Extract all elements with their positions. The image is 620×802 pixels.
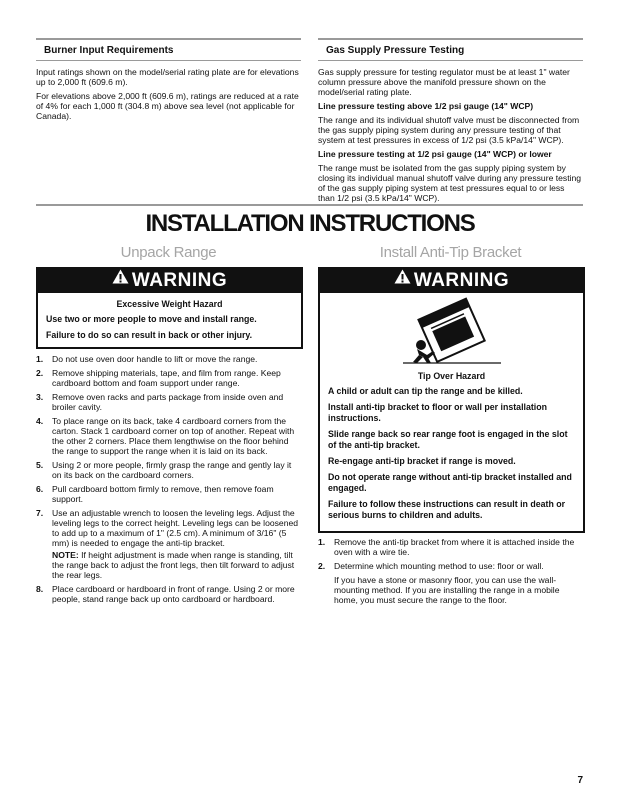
step-number: 2. (36, 368, 44, 378)
gas-paragraph-3: The range must be isolated from the gas supply piping system by closing its individual manual shutoff valve during any pressure testing of the gas supply piping system at test pressures equal to or less than 1/2 psi (3.5 kPa/14" WCP). (318, 163, 582, 203)
step-number: 2. (318, 561, 326, 571)
warning-line: Failure to do so can result in back or other injury. (46, 330, 253, 340)
step-number: 6. (36, 484, 44, 494)
list-item (36, 508, 301, 580)
step-number: 4. (36, 416, 44, 426)
step-text: Remove the anti-tip bracket from where it is attached inside the oven with a wire tie. (334, 537, 575, 557)
gas-paragraph-2: The range and its individual shutoff valve must be disconnected from the gas supply piping system during any pressure testing of that system at test pressures in excess of 1/2 psi (3.5 kPa/14" WCP). (318, 115, 580, 145)
warning-line: Do not operate range without anti-tip bracket installed and engaged. (328, 472, 572, 493)
list-item (36, 392, 301, 412)
gas-paragraph-1: Gas supply pressure for testing regulator must be at least 1" water column pressure above the manifold pressure shown on the model/serial rating plate. (318, 67, 570, 97)
step-text: Use an adjustable wrench to loosen the leveling legs. Adjust the leveling legs to the correct height. Leveling legs can be loosened to add up to a maximum of 1" (2.5 cm). A minimum of 3/16" (5 mm) is needed to engage the anti-tip bracket. (52, 508, 299, 548)
burner-heading: Burner Input Requirements (36, 38, 301, 61)
warning-line: A child or adult can tip the range and be killed. (328, 386, 523, 396)
burner-section (36, 38, 301, 121)
step-text: Determine which mounting method to use: floor or wall. (334, 561, 544, 571)
warning-line: Use two or more people to move and install range. (46, 314, 257, 324)
step-text: Pull cardboard bottom firmly to remove, then remove foam support. (52, 484, 274, 504)
step-text: Remove shipping materials, tape, and film from range. Keep cardboard bottom and foam support under range. (52, 368, 281, 388)
step-text: To place range on its back, take 4 cardboard corners from the carton. Stack 1 cardboard corner on top of another. Repeat with the other 2 corners. Place them lengthwise on the floor behind the range to support the range when it is laid on its back. (52, 416, 295, 456)
unpack-heading: Unpack Range (120, 244, 217, 261)
step-text: Using 2 or more people, firmly grasp the range and gently lay it on its back on the cardboard corners. (52, 460, 292, 480)
antitip-warning-box (318, 267, 585, 533)
step-number: 5. (36, 460, 44, 470)
step-number: 8. (36, 584, 44, 594)
warning-label: WARNING (131, 270, 228, 292)
warning-banner (320, 269, 583, 293)
step-number: 3. (36, 392, 44, 402)
burner-paragraph-2: For elevations above 2,000 ft (609.6 m), ratings are reduced at a rate of 4% for each 1,000 ft (304.8 m) above sea level (not applicable for Canada). (36, 91, 299, 121)
list-item (36, 416, 301, 456)
burner-paragraph-1: Input ratings shown on the model/serial rating plate are for elevations up to 2,000 ft (609.6 m). (36, 67, 299, 87)
note-label: NOTE: (52, 550, 79, 560)
step-number: 1. (318, 537, 326, 547)
note-paragraph (52, 550, 301, 580)
step-detail: If you have a stone or masonry floor, you can use the wall-mounting method. If you are installing the range in a mobile home, you must secure the range to the floor. (334, 575, 560, 605)
step-number: 1. (36, 354, 44, 364)
warning-line: Failure to follow these instructions can result in death or serious burns to children and adults. (328, 499, 566, 520)
gas-section (318, 38, 583, 203)
antitip-steps-list (318, 537, 583, 609)
warning-line: Re-engage anti-tip bracket if range is moved. (328, 456, 516, 466)
list-item (318, 537, 583, 557)
unpack-steps-list (36, 354, 301, 608)
warning-banner (38, 269, 301, 293)
warning-line: Install anti-tip bracket to floor or wall per installation instructions. (328, 402, 547, 423)
gas-subheading-2: Line pressure testing at 1/2 psi gauge (14" WCP) or lower (318, 149, 552, 159)
list-item (36, 354, 301, 364)
list-item (36, 484, 301, 504)
warning-hazard-title: Excessive Weight Hazard (116, 299, 223, 309)
warning-triangle-icon (394, 267, 411, 291)
antitip-heading: Install Anti-Tip Bracket (379, 244, 522, 261)
page-number: 7 (577, 775, 583, 786)
step-number: 7. (36, 508, 44, 518)
warning-label: WARNING (413, 270, 510, 292)
step-text: Remove oven racks and parts package from inside oven and broiler cavity. (52, 392, 284, 412)
warning-hazard-title: Tip Over Hazard (417, 371, 486, 381)
step-text: Place cardboard or hardboard in front of range. Using 2 or more people, stand range back up onto cardboard or hardboard. (52, 584, 295, 604)
gas-subheading-1: Line pressure testing above 1/2 psi gauge (14" WCP) (318, 101, 534, 111)
note-text: If height adjustment is made when range is standing, tilt the range back to adjust the front legs, then tilt forward to adjust the rear legs. (52, 550, 295, 580)
tipping-range-illustration (397, 293, 507, 371)
section-divider (36, 204, 583, 206)
gas-heading: Gas Supply Pressure Testing (318, 38, 583, 61)
list-item (36, 584, 301, 604)
warning-triangle-icon (112, 267, 129, 291)
list-item (36, 368, 301, 388)
unpack-warning-box (36, 267, 303, 349)
list-item (318, 561, 583, 605)
page-title: INSTALLATION INSTRUCTIONS (145, 210, 475, 237)
warning-line: Slide range back so rear range foot is engaged in the slot of the anti-tip bracket. (328, 429, 568, 450)
step-text: Do not use oven door handle to lift or move the range. (52, 354, 258, 364)
list-item (36, 460, 301, 480)
